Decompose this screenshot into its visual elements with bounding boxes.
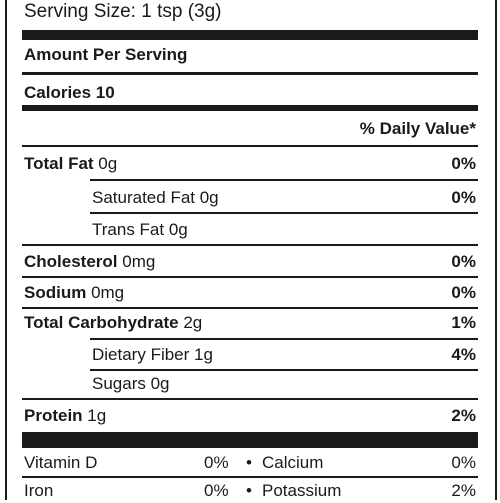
divider bbox=[22, 276, 478, 278]
medium-divider bbox=[22, 105, 478, 111]
mineral-pct: 2% bbox=[451, 481, 476, 500]
divider bbox=[90, 179, 478, 181]
amount-per-serving: Amount Per Serving bbox=[24, 45, 188, 64]
nutrient-name: Cholesterol bbox=[24, 252, 118, 271]
mineral-name: Calcium bbox=[262, 453, 324, 472]
nutrient-amount: 0mg bbox=[117, 252, 156, 271]
nutrient-name: Protein bbox=[24, 406, 83, 425]
label-border-right bbox=[495, 0, 497, 500]
divider bbox=[22, 244, 478, 246]
divider bbox=[22, 476, 478, 478]
nutrient-amount: 2g bbox=[178, 313, 203, 332]
nutrient-row-sugars bbox=[22, 370, 478, 398]
nutrient-dv: 0% bbox=[451, 154, 476, 173]
nutrient-dv: 4% bbox=[451, 345, 476, 364]
nutrient-row-saturated-fat bbox=[22, 184, 478, 212]
nutrient-dv: 0% bbox=[451, 283, 476, 302]
thick-divider bbox=[22, 30, 478, 40]
nutrient-dv: 0% bbox=[451, 252, 476, 271]
nutrient-row-cholesterol bbox=[22, 248, 478, 276]
nutrient-dv: 0% bbox=[451, 188, 476, 207]
divider bbox=[90, 338, 478, 340]
thick-divider bbox=[22, 432, 478, 448]
divider bbox=[22, 145, 478, 147]
vitamin-name: Iron bbox=[24, 481, 54, 500]
nutrient-row-sodium bbox=[22, 279, 478, 307]
nutrient-amount: 0mg bbox=[86, 283, 125, 302]
vitamin-pct: 0% bbox=[204, 481, 229, 500]
nutrient-name: Sugars 0g bbox=[92, 374, 170, 393]
nutrient-name: Total Carbohydrate bbox=[24, 313, 179, 332]
nutrient-row-protein bbox=[22, 402, 478, 430]
vitamin-pct: 0% bbox=[204, 453, 229, 472]
daily-value-header: % Daily Value* bbox=[359, 119, 476, 138]
nutrient-name: Sodium bbox=[24, 283, 87, 302]
calories: Calories 10 bbox=[24, 83, 115, 102]
nutrient-row-trans-fat bbox=[22, 216, 478, 244]
divider bbox=[22, 398, 478, 400]
vitamin-name: Vitamin D bbox=[24, 453, 98, 472]
nutrient-dv: 2% bbox=[451, 406, 476, 425]
nutrient-row-total-carbohydrate bbox=[22, 309, 478, 337]
nutrient-amount: 0g bbox=[93, 154, 118, 173]
nutrient-amount: 1g bbox=[82, 406, 107, 425]
nutrient-dv: 1% bbox=[451, 313, 476, 332]
nutrient-name: Dietary Fiber 1g bbox=[92, 345, 213, 364]
nutrient-name: Trans Fat 0g bbox=[92, 220, 188, 239]
serving-size: Serving Size: 1 tsp (3g) bbox=[24, 1, 222, 22]
divider bbox=[90, 212, 478, 214]
nutrient-name: Saturated Fat 0g bbox=[92, 188, 219, 207]
mineral-pct: 0% bbox=[451, 453, 476, 472]
bullet-icon: • bbox=[246, 453, 252, 472]
label-border-left bbox=[5, 0, 7, 500]
mineral-name: Potassium bbox=[262, 481, 342, 500]
nutrient-row-dietary-fiber bbox=[22, 341, 478, 369]
nutrient-name: Total Fat bbox=[24, 154, 94, 173]
divider bbox=[22, 72, 478, 75]
nutrient-row-total-fat bbox=[22, 150, 478, 178]
bullet-icon: • bbox=[246, 481, 252, 500]
